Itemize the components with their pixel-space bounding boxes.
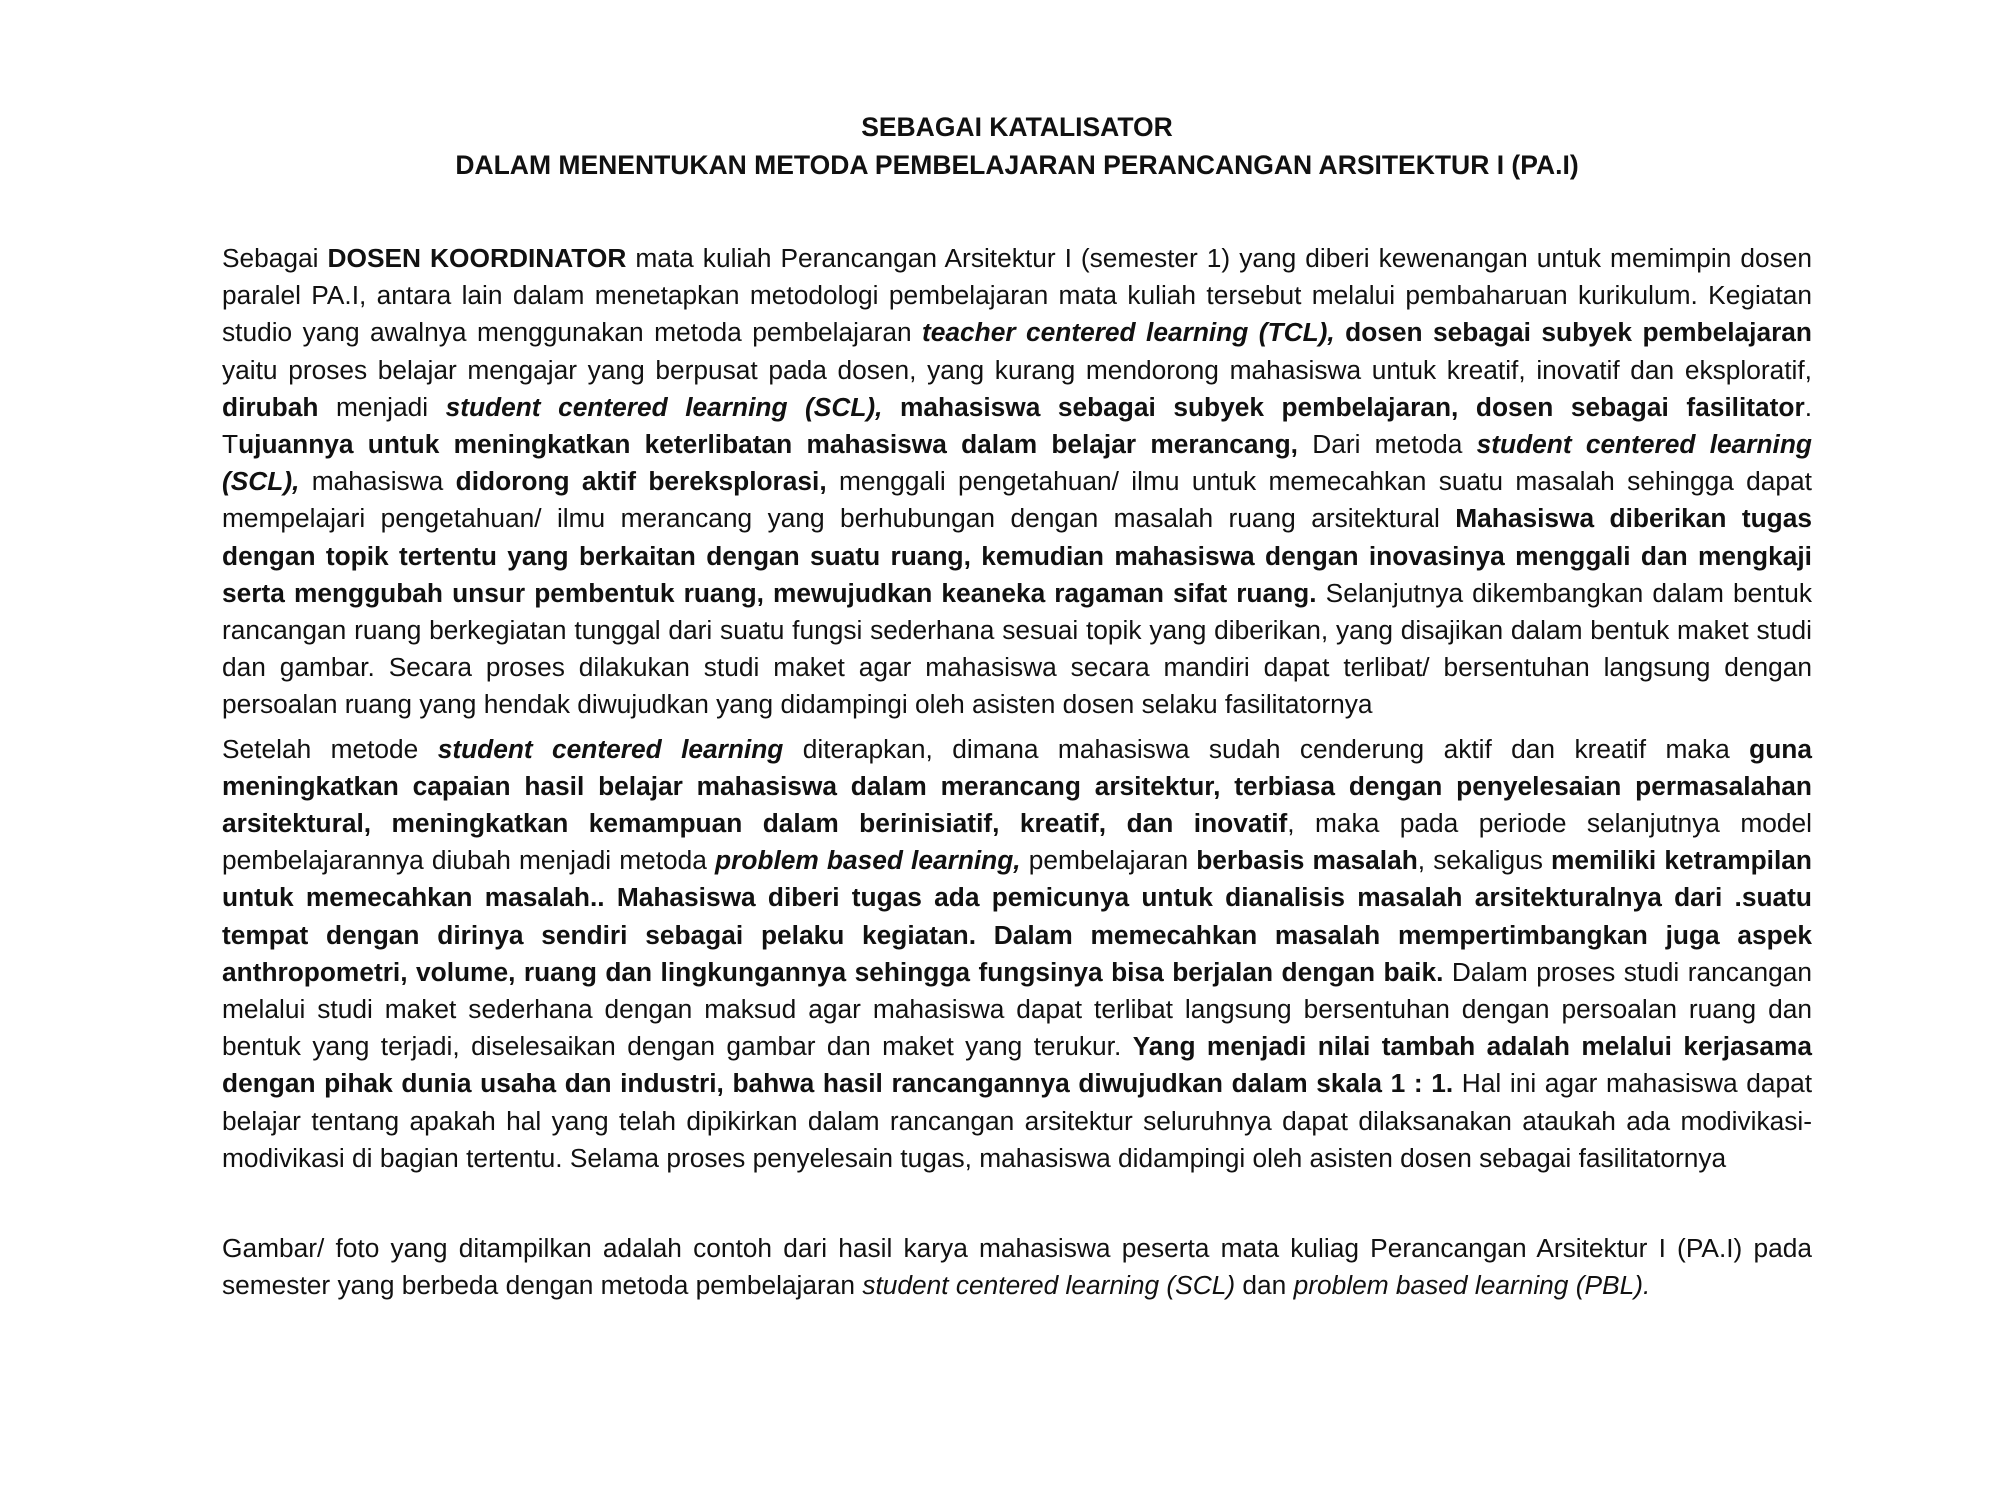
text-segment: guna meningkatkan capaian hasil belajar mahasiswa dalam merancang arsitektur, terbiasa dengan penyelesaian permasalahan arsitektural, meningkatkan kemampuan dalam berinisiatif, kreatif, dan inovatif (222, 733, 1812, 839)
text-segment: Mahasiswa diberikan tugas dengan topik tertentu yang berkaitan dengan suatu ruang, kemudian mahasiswa dengan inovasinya menggali dan mengkaji serta menggubah unsur pembentuk ruang, mewujudkan keaneka ragaman sifat ruang. (222, 503, 1812, 608)
text-segment: Gambar/ foto yang ditampilkan adalah contoh dari hasil karya mahasiswa peserta mata kuliag Perancangan Arsitektur I (PA.I) pada semester yang berbeda dengan metoda pembelajaran (222, 1233, 1812, 1301)
text-segment: . T (222, 391, 1812, 460)
document-title (222, 108, 1812, 184)
document-body (222, 240, 1812, 1304)
text-segment: menggali pengetahuan/ ilmu untuk memecahkan suatu masalah sehingga dapat mempelajari pengetahuan/ ilmu merancang yang berhubungan dengan masalah ruang arsitektural (222, 466, 1812, 534)
text-segment: teacher centered learning (TCL), (922, 317, 1335, 348)
text-segment: Dalam proses studi rancangan melalui studi maket sederhana dengan maksud agar mahasiswa dapat terlibat langsung bersentuhan dengan persoalan ruang dan bentuk yang terjadi, diselesaikan dengan gambar dan maket yang terukur. (222, 956, 1812, 1062)
title-line-2: DALAM MENENTUKAN METODA PEMBELAJARAN PERANCANGAN ARSITEKTUR I (PA.I) (455, 150, 1579, 180)
text-segment: dan (1235, 1270, 1294, 1301)
text-segment: mahasiswa sebagai subyek pembelajaran, dosen sebagai fasilitator (882, 391, 1805, 422)
text-segment: mata kuliah Perancangan Arsitektur I (semester 1) yang diberi kewenangan untuk memimpin dosen paralel PA.I, antara lain dalam menetapkan metodologi pembelajaran mata kuliah tersebut melalui pembaharuan kurikulum. Kegiatan studio yang awalnya menggunakan metoda pembelajaran (222, 243, 1812, 348)
text-segment: student centered learning (437, 733, 784, 764)
text-segment: Hal ini agar mahasiswa dapat belajar tentang apakah hal yang telah dipikirkan dalam rancangan arsitektur seluruhnya dapat dilaksanakan ataukah ada modivikasi-modivikasi di bagian tertentu. Selama proses penyelesain tugas, mahasiswa didampingi oleh asisten dosen sebagai fasilitatornya (222, 1068, 1812, 1173)
paragraph (222, 240, 1812, 724)
text-segment: berbasis masalah (1196, 845, 1418, 876)
text-segment: Dari metoda (1297, 429, 1477, 460)
text-segment: menjadi (318, 391, 446, 422)
text-segment: , maka pada periode selanjutnya model pembelajarannya diubah menjadi metoda (222, 808, 1812, 876)
text-segment: didorong aktif bereksplorasi, (455, 466, 827, 497)
text-segment: , sekaligus (1417, 845, 1551, 876)
text-segment: ujuannya untuk meningkatkan keterlibatan mahasiswa dalam belajar merancang, (238, 429, 1298, 460)
text-segment: diterapkan, dimana mahasiswa sudah cenderung aktif dan kreatif maka (783, 733, 1750, 764)
text-segment: Selanjutnya dikembangkan dalam bentuk rancangan ruang berkegiatan tunggal dari suatu fungsi sederhana sesuai topik yang diberikan, yang disajikan dalam bentuk maket studi dan gambar. Secara proses dilakukan studi maket agar mahasiswa secara mandiri dapat terlibat/ bersentuhan langsung dengan persoalan ruang yang hendak diwujudkan yang didampingi oleh asisten dosen selaku fasilitatornya (222, 577, 1813, 720)
text-segment: DOSEN KOORDINATOR (327, 243, 627, 273)
text-segment: Sebagai (222, 243, 328, 273)
text-segment: yaitu proses belajar mengajar yang berpusat pada dosen, yang kurang mendorong mahasiswa untuk kreatif, inovatif dan eksploratif, (222, 354, 1812, 385)
text-segment: problem based learning, (715, 845, 1021, 876)
text-segment: memiliki ketrampilan untuk memecahkan masalah.. Mahasiswa diberi tugas ada pemicunya untuk dianalisis masalah arsitekturalnya dari .suatu tempat dengan dirinya sendiri sebagai pelaku kegiatan. Dalam memecahkan masalah mempertimbangkan juga aspek anthropometri, volume, ruang dan lingkungannya sehingga fungsinya bisa berjalan dengan baik. (222, 845, 1812, 987)
paragraph (222, 731, 1812, 1177)
text-segment: student centered learning (SCL), (222, 429, 1812, 497)
text-segment: pembelajaran (1020, 845, 1197, 876)
text-segment: dosen sebagai subyek pembelajaran (1334, 317, 1812, 348)
text-segment: Setelah metode (222, 733, 438, 764)
paragraph (222, 1230, 1812, 1304)
text-segment: Yang menjadi nilai tambah adalah melalui kerjasama dengan pihak dunia usaha dan industri, bahwa hasil rancangannya diwujudkan dalam skala 1 : 1. (222, 1031, 1812, 1099)
text-segment: mahasiswa (299, 466, 456, 497)
title-line-1: SEBAGAI KATALISATOR (861, 112, 1173, 142)
text-segment: student centered learning (SCL) (862, 1270, 1236, 1301)
text-segment: dirubah (222, 391, 319, 422)
text-segment: problem based learning (PBL). (1293, 1270, 1651, 1301)
text-segment: student centered learning (SCL), (445, 391, 883, 422)
